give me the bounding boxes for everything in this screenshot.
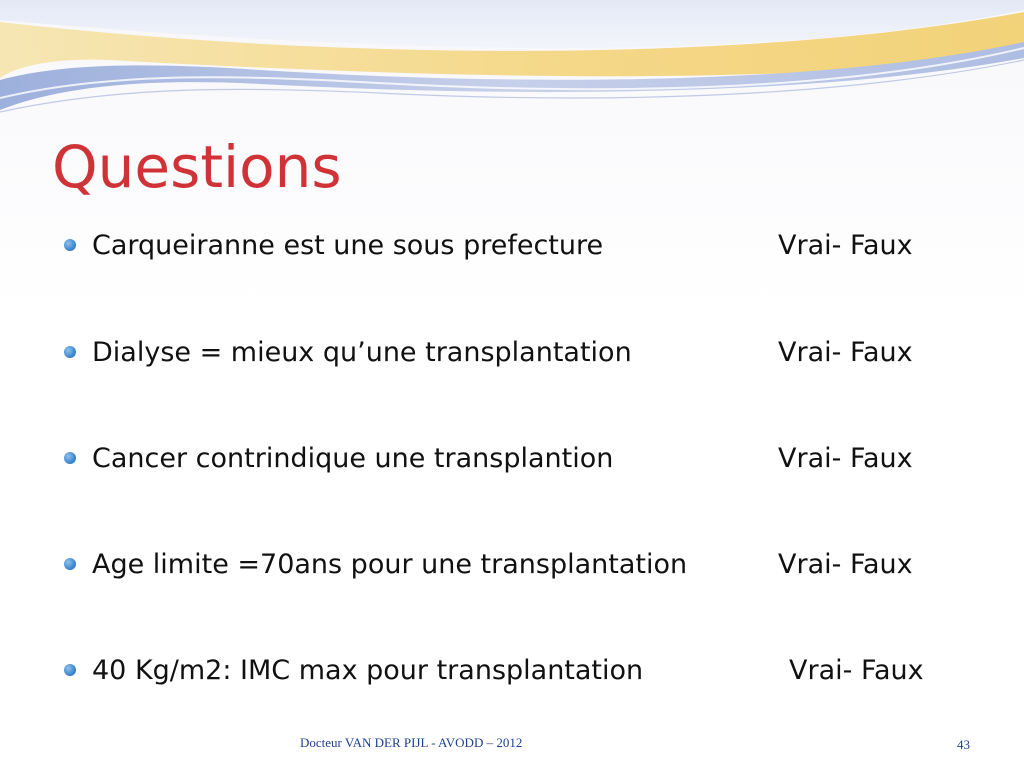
question-text: Cancer contrindique une transplantion [92, 443, 614, 474]
answer-choices: Vrai- Faux [778, 549, 913, 580]
question-text: Carqueiranne est une sous prefecture [92, 230, 604, 261]
answer-choices: Vrai- Faux [778, 337, 913, 368]
question-text: Dialyse = mieux qu’une transplantation [92, 337, 632, 368]
list-item [64, 441, 964, 481]
bullet-icon [64, 558, 76, 570]
bullet-icon [64, 452, 76, 464]
list-item [64, 547, 964, 587]
page-number: 43 [957, 737, 970, 752]
answer-choices: Vrai- Faux [778, 443, 913, 474]
question-text: Age limite =70ans pour une transplantation [92, 549, 688, 580]
bullet-icon [64, 239, 76, 251]
list-item [64, 335, 964, 375]
bullet-icon [64, 664, 76, 676]
slide-title: Questions [52, 133, 342, 201]
answer-choices: Vrai- Faux [789, 655, 924, 686]
question-text: 40 Kg/m2: IMC max pour transplantation [92, 655, 644, 686]
answer-choices: Vrai- Faux [778, 230, 913, 261]
slide-footer: Docteur VAN DER PIJL - AVODD – 2012 [300, 735, 523, 750]
list-item [64, 228, 964, 268]
list-item [64, 653, 964, 693]
bullet-icon [64, 346, 76, 358]
